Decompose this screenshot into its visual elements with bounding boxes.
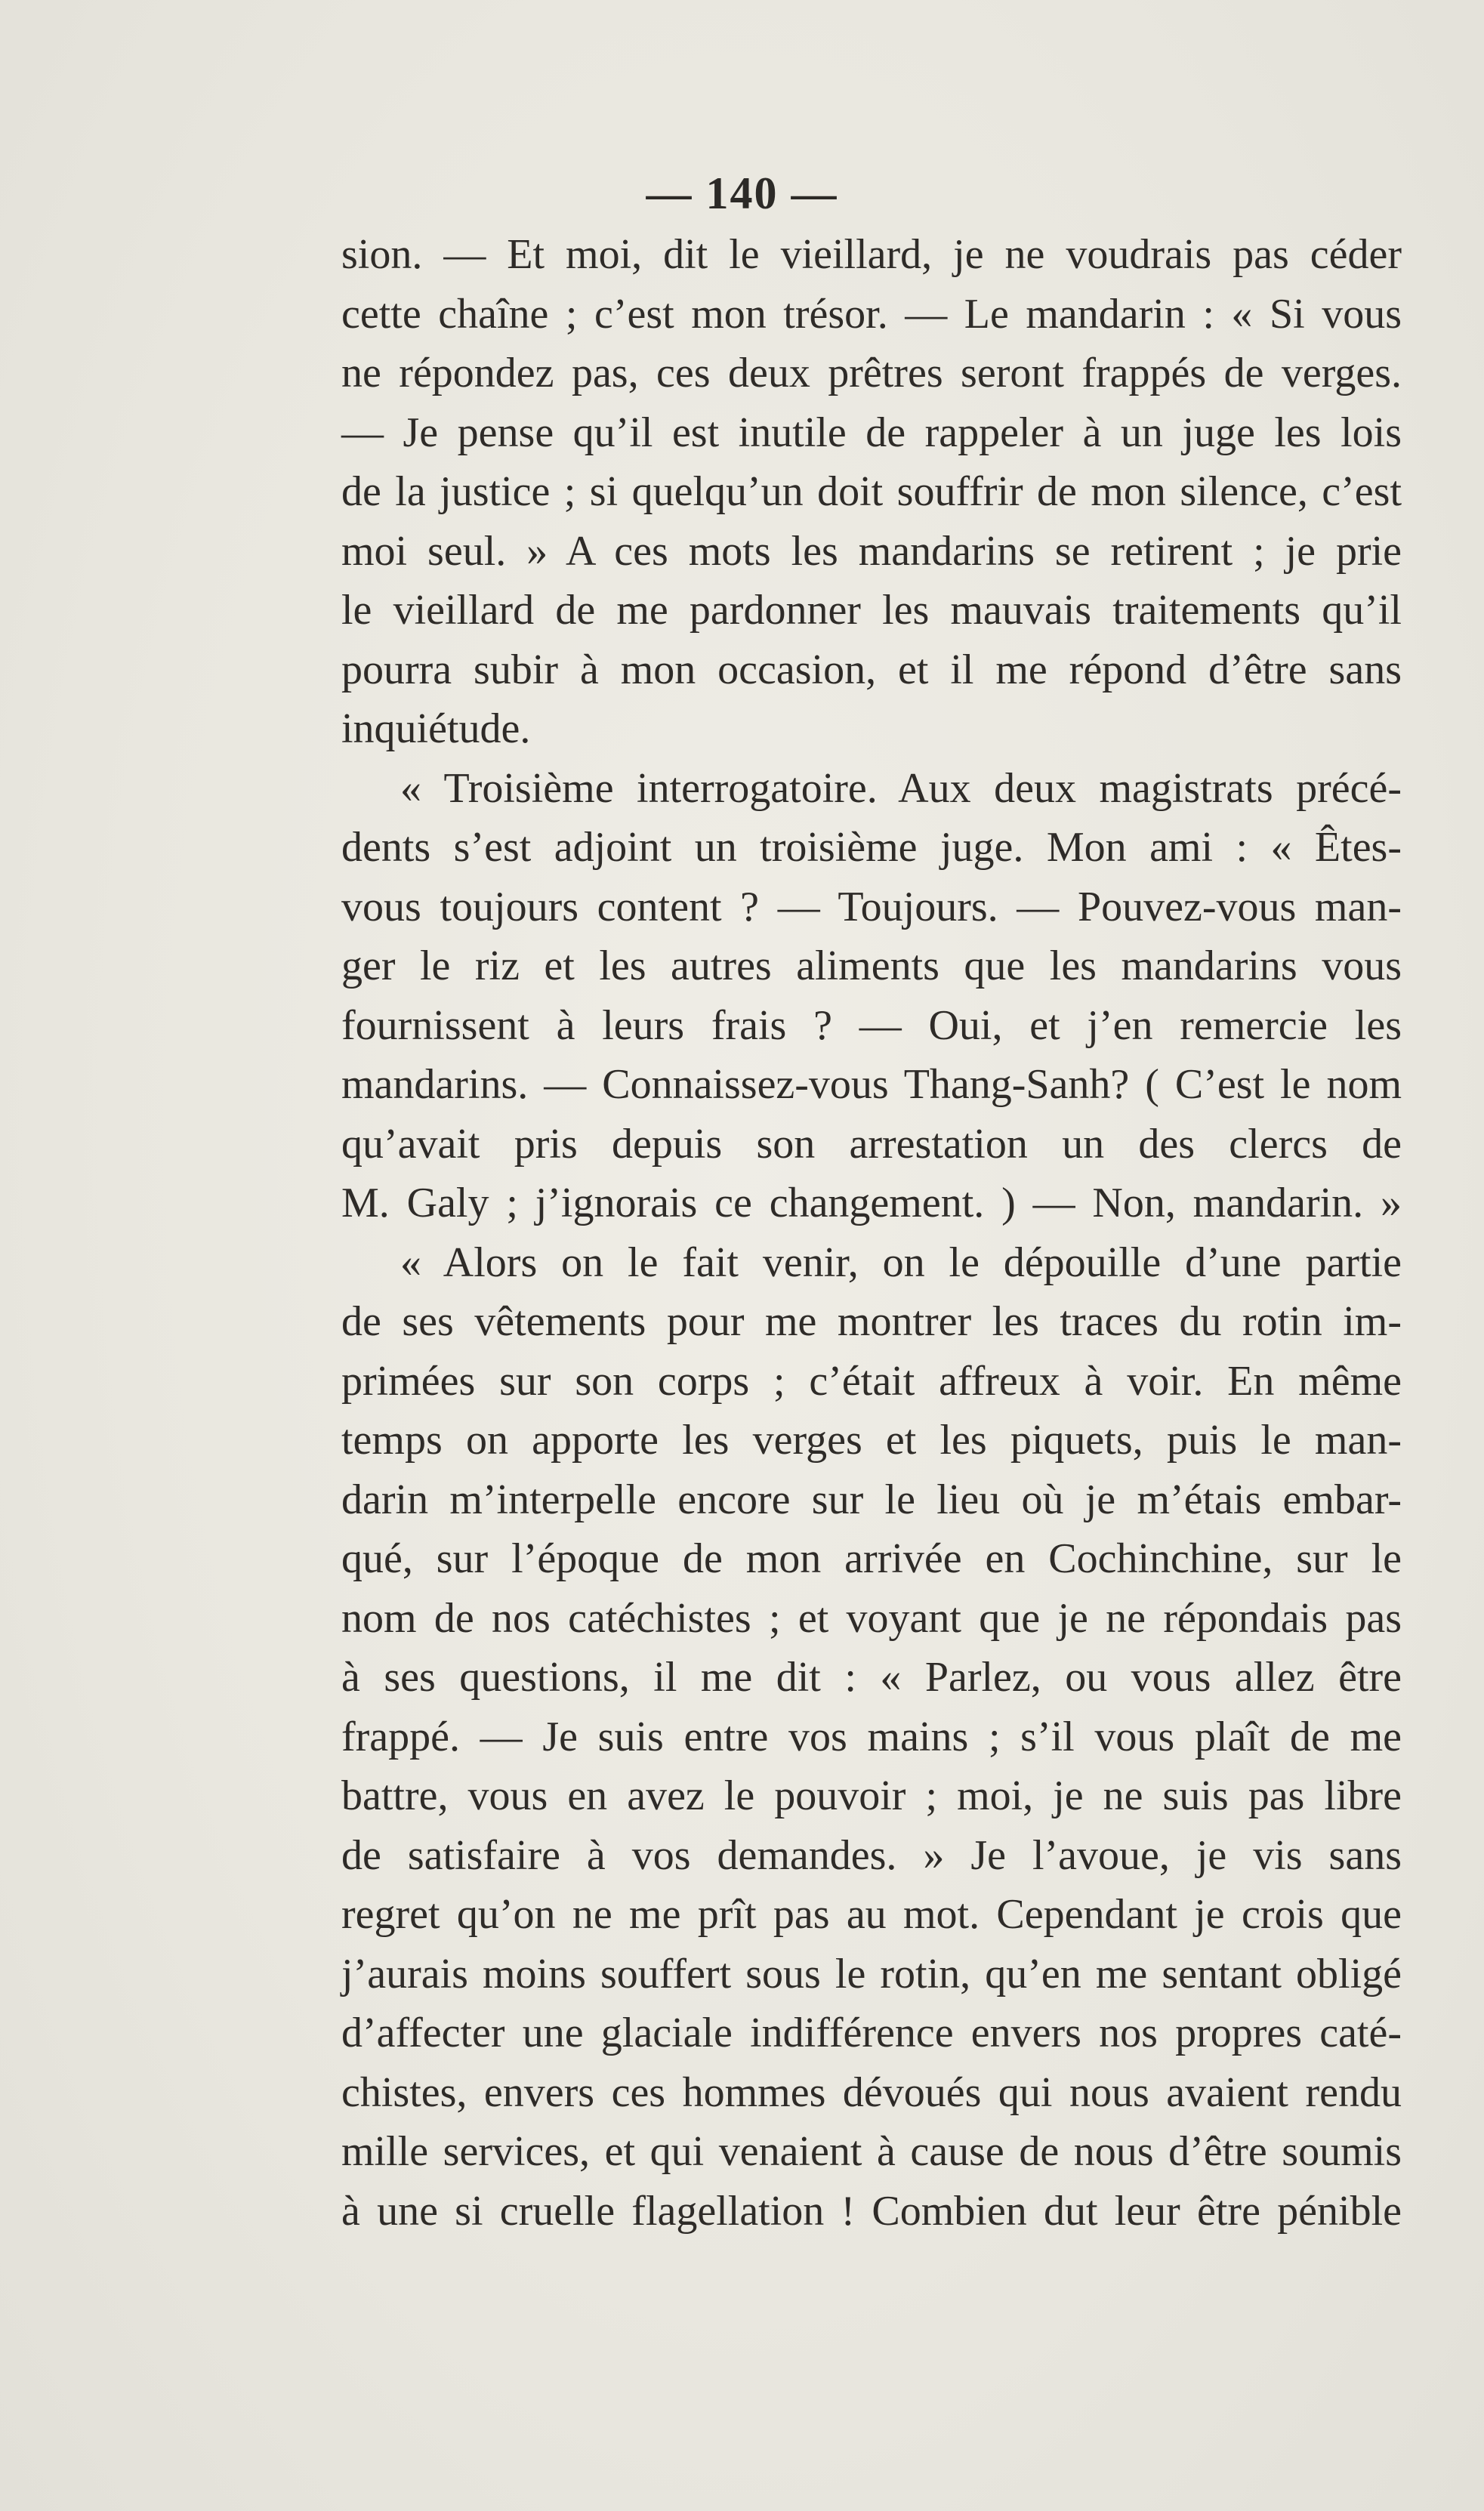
text-line: regret qu’on ne me prît pas au mot. Cependant je crois que: [341, 1891, 1402, 1938]
text-line: cette chaîne ; c’est mon trésor. — Le mandarin : « Si vous: [341, 290, 1402, 338]
text-line: dents s’est adjoint un troisième juge. Mon ami : « Êtes-: [341, 824, 1402, 871]
text-line: de la justice ; si quelqu’un doit souffrir de mon silence, c’est: [341, 468, 1402, 515]
text-line: ne répondez pas, ces deux prêtres seront frappés de verges.: [341, 350, 1402, 396]
text-line: sion. — Et moi, dit le vieillard, je ne voudrais pas céder: [341, 231, 1402, 278]
text-line: vous toujours content ? — Toujours. — Pouvez-vous man-: [341, 883, 1402, 930]
text-line: à une si cruelle flagellation ! Combien dut leur être pénible: [341, 2187, 1402, 2235]
text-line: moi seul. » A ces mots les mandarins se retirent ; je prie: [341, 527, 1402, 575]
text-line: M. Galy ; j’ignorais ce changement. ) — Non, mandarin. »: [341, 1180, 1402, 1226]
text-line: mille services, et qui venaient à cause de nous d’être soumis: [341, 2128, 1402, 2175]
body-text: [341, 225, 1402, 2241]
text-line: fournissent à leurs frais ? — Oui, et j’en remercie les: [341, 1001, 1402, 1049]
text-line: — Je pense qu’il est inutile de rappeler à un juge les lois: [341, 409, 1402, 456]
text-line: j’aurais moins souffert sous le rotin, qu’en me sentant obligé: [341, 1950, 1402, 1997]
text-line: nom de nos catéchistes ; et voyant que je ne répondais pas: [341, 1594, 1402, 1642]
text-line: « Alors on le fait venir, on le dépouille d’une partie: [400, 1239, 1402, 1286]
text-line: darin m’interpelle encore sur le lieu où je m’étais embar-: [341, 1476, 1402, 1523]
text-line: de ses vêtements pour me montrer les traces du rotin im-: [341, 1298, 1402, 1345]
text-line: ger le riz et les autres aliments que les mandarins vous: [341, 942, 1402, 989]
text-line: « Troisième interrogatoire. Aux deux magistrats précé-: [400, 764, 1402, 812]
text-line: chistes, envers ces hommes dévoués qui nous avaient rendu: [341, 2068, 1402, 2116]
text-line: temps on apporte les verges et les piquets, puis le man-: [341, 1417, 1402, 1464]
text-line: qu’avait pris depuis son arrestation un des clercs de: [341, 1120, 1402, 1168]
text-line: inquiétude.: [341, 705, 531, 752]
text-line: battre, vous en avez le pouvoir ; moi, je ne suis pas libre: [341, 1772, 1402, 1819]
text-line: mandarins. — Connaissez-vous Thang-Sanh? ( C’est le nom: [341, 1061, 1402, 1108]
page-number: — 140 —: [646, 168, 838, 218]
text-line: d’affecter une glaciale indifférence envers nos propres caté-: [341, 2010, 1402, 2056]
text-line: primées sur son corps ; c’était affreux à voir. En même: [341, 1357, 1402, 1405]
text-line: à ses questions, il me dit : « Parlez, ou vous allez être: [341, 1654, 1402, 1701]
text-line: frappé. — Je suis entre vos mains ; s’il vous plaît de me: [341, 1713, 1402, 1760]
text-line: pourra subir à mon occasion, et il me répond d’être sans: [341, 646, 1402, 693]
text-line: de satisfaire à vos demandes. » Je l’avoue, je vis sans: [341, 1831, 1402, 1879]
text-line: le vieillard de me pardonner les mauvais traitements qu’il: [341, 587, 1402, 634]
text-line: qué, sur l’époque de mon arrivée en Cochinchine, sur le: [341, 1535, 1402, 1582]
